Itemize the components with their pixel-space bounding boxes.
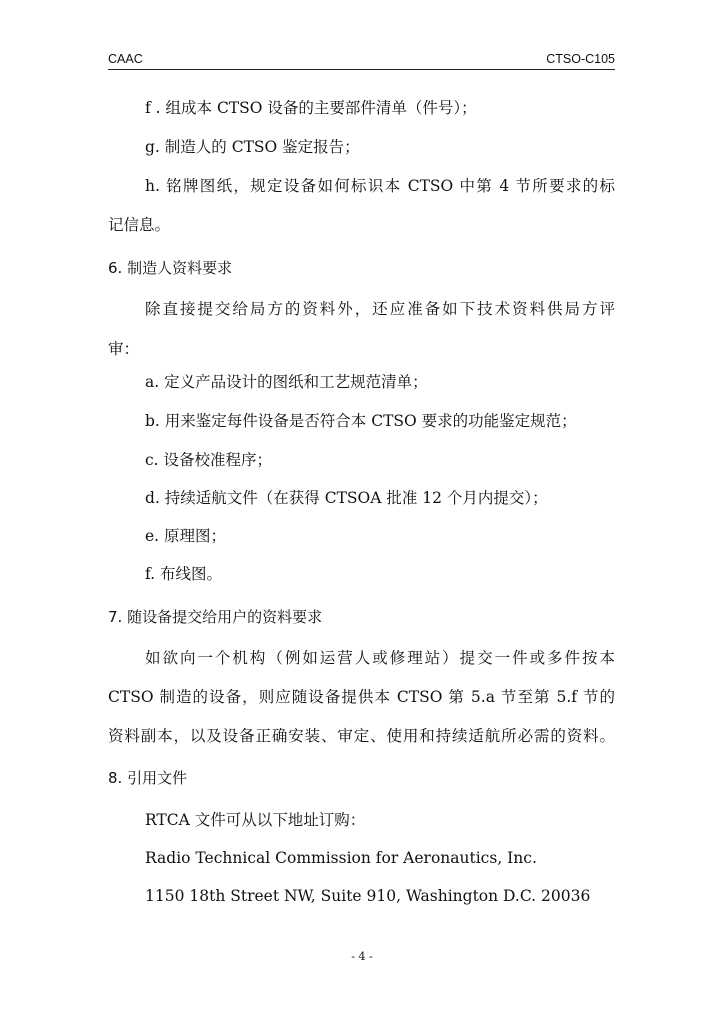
section-6-heading: 6. 制造人资料要求	[108, 259, 233, 277]
list-item-h-line-2: 记信息。	[108, 216, 171, 234]
section-6-intro-line-2: 审：	[108, 340, 140, 358]
header-divider	[108, 69, 615, 70]
section-6-item-a: a. 定义产品设计的图纸和工艺规范清单；	[145, 373, 428, 391]
section-6-intro-line-1: 除直接提交给局方的资料外，还应准备如下技术资料供局方评	[145, 300, 615, 318]
section-6-item-d: d. 持续适航文件（在获得 CTSOA 批准 12 个月内提交）；	[145, 489, 548, 507]
section-7-paragraph-line-1: 如欲向一个机构（例如运营人或修理站）提交一件或多件按本	[145, 649, 615, 667]
section-7-heading: 7. 随设备提交给用户的资料要求	[108, 608, 323, 626]
section-6-item-b: b. 用来鉴定每件设备是否符合本 CTSO 要求的功能鉴定规范；	[145, 412, 577, 430]
section-8-heading: 8. 引用文件	[108, 769, 188, 787]
list-item-f: f . 组成本 CTSO 设备的主要部件清单（件号）；	[145, 99, 477, 117]
header-organization: CAAC	[108, 52, 143, 66]
page-header	[108, 50, 615, 68]
list-item-g: g. 制造人的 CTSO 鉴定报告；	[145, 138, 360, 156]
rtca-order-note: RTCA 文件可从以下地址订购：	[145, 811, 366, 829]
section-6-item-e: e. 原理图；	[145, 527, 227, 545]
list-item-h-line-1: h. 铭牌图纸，规定设备如何标识本 CTSO 中第 4 节所要求的标	[145, 177, 615, 195]
header-document-code: CTSO-C105	[546, 52, 615, 66]
section-6-item-f: f. 布线图。	[145, 565, 223, 583]
section-6-item-c: c. 设备校准程序；	[145, 451, 273, 469]
rtca-organization-name: Radio Technical Commission for Aeronautics, Inc.	[145, 849, 537, 867]
rtca-address: 1150 18th Street NW, Suite 910, Washington D.C. 20036	[145, 887, 591, 905]
section-7-paragraph-line-3: 资料副本，以及设备正确安装、审定、使用和持续适航所必需的资料。	[108, 727, 615, 745]
page-number: - 4 -	[351, 950, 373, 963]
section-7-paragraph-line-2: CTSO 制造的设备，则应随设备提供本 CTSO 第 5.a 节至第 5.f 节的	[108, 688, 615, 706]
